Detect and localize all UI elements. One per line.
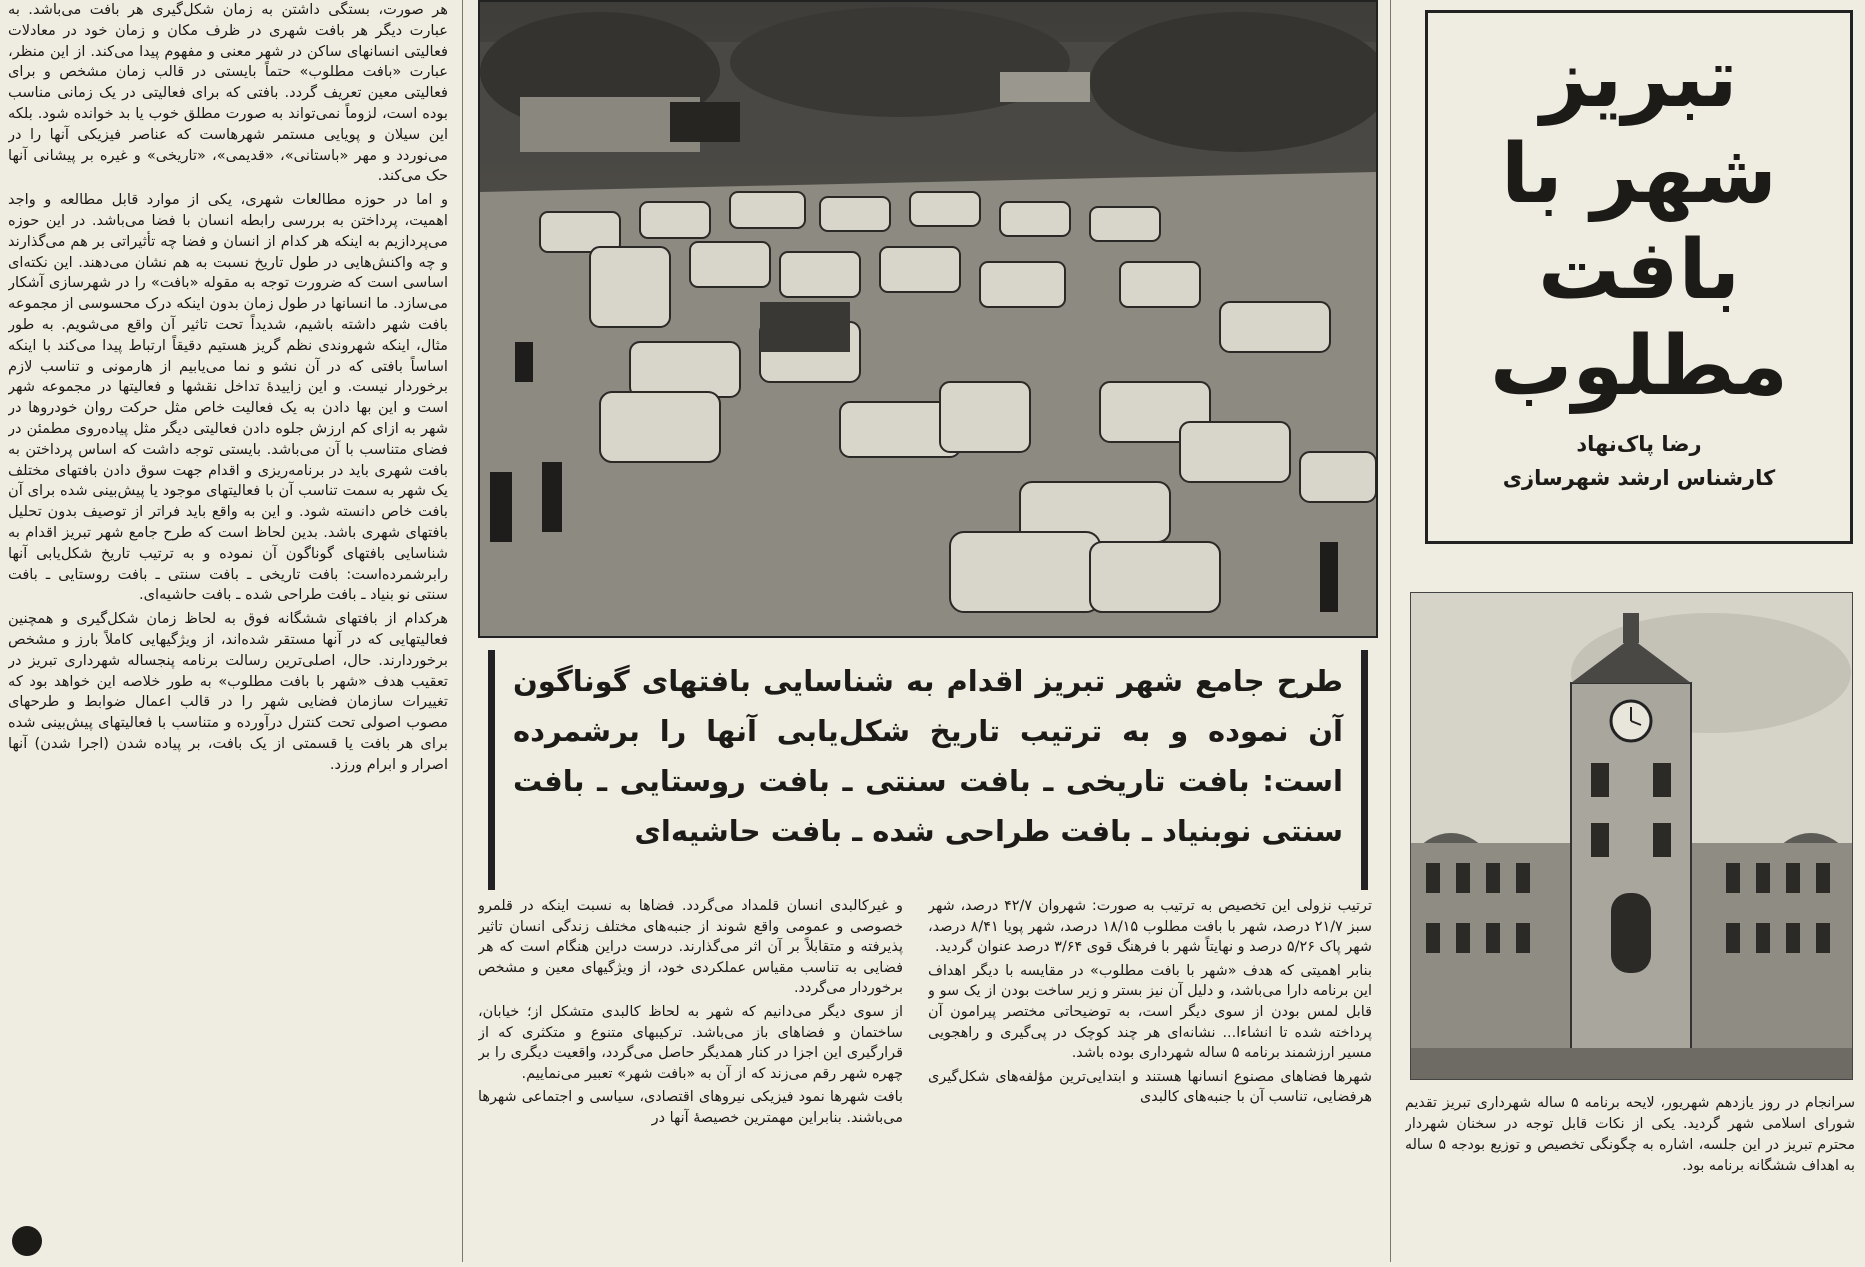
street-traffic-photo	[478, 0, 1378, 638]
middle-right-column	[928, 896, 1372, 1262]
author-name: رضا پاک‌نهاد	[1576, 432, 1702, 456]
mid-right-paragraph-1: ترتیب نزولی این تخصیص به ترتیب به صورت: شهروان ۴۲/۷ درصد، شهر سبز ۲۱/۷ درصد، شهر با بافت مطلوب ۱۸/۱۵ درصد، شهر پویا ۸/۴۱ درصد، شهر پاک ۵/۲۶ درصد و نهایتاً شهر با فرهنگ قوی ۳/۶۴ درصد عنوان گردید.	[928, 898, 1372, 956]
column-divider	[1390, 0, 1391, 1262]
mid-right-paragraph-3: شهرها فضاهای مصنوع انسانها هستند و ابتدایی‌ترین مؤلفه‌های شکل‌گیری هرفضایی، تناسب آن با جنبه‌های کالبدی	[928, 1068, 1372, 1106]
article-title-box	[1425, 10, 1853, 544]
left-paragraph-1: هر صورت، بستگی داشتن به زمان شکل‌گیری هر بافت می‌باشد. به عبارت دیگر هر بافت شهری در ظرف مکان و زمان خود در معادلات فعالیتی انسانهای ساکن در شهر معنی و مفهوم پیدا می‌کند. از این منظر، عبارت «بافت مطلوب» حتماً بایستی در قالب زمان مشخص و برای فعالیتی معین تعریف گردد. بافتی که برای فعالیتی در یک زمانی مناسب بوده است، لزوماً نمی‌تواند به صورت مطلق خوب یا بد خوانده شود. بلکه این سیلان و پویایی مستمر شهرهاست که عناصر فیزیکی آنها را در می‌نوردد و مهر «باستانی»، «قدیمی»، «تاریخی» و غیره بر پیشانی آنها حک می‌کند.	[8, 1, 448, 185]
photo-caption: سرانجام در روز یازدهم شهریور، لایحه برنامه ۵ ساله شهرداری تبریز تقدیم شورای اسلامی شهر گردید. یکی از نکات قابل توجه در سخنان شهردار محترم تبریز در این جلسه، اشاره به چگونگی تخصیص و توزیع بودجه ۵ ساله به اهداف ششگانه برنامه بود.	[1405, 1095, 1855, 1174]
left-column	[8, 0, 448, 1262]
author-role: کارشناس ارشد شهرسازی	[1502, 466, 1776, 490]
pull-quote: طرح جامع شهر تبریز اقدام به شناسایی بافتهای گوناگون آن نموده و به ترتیب تاریخ شکل‌یابی آنها را برشمرده است: بافت تاریخی ـ بافت سنتی ـ بافت روستایی ـ بافت سنتی نوبنیاد ـ بافت طراحی شده ـ بافت حاشیه‌ای	[488, 650, 1368, 890]
middle-left-column	[478, 896, 903, 1262]
end-bullet-icon	[12, 1226, 42, 1256]
municipality-building-photo	[1410, 592, 1853, 1080]
article-title-line-3: مطلوب	[1490, 319, 1788, 414]
mid-right-paragraph-2: بنابر اهمیتی که هدف «شهر با بافت مطلوب» در مقایسه با دیگر اهداف این برنامه دارا می‌باشد، و دلیل آن نیز بستر و زیر ساخت بودن از یک سو و قابل لمس بودن از سوی دیگر است، به توضیحاتی مختصر پیرامون آن پرداخته شده تا انشاءا... نشانه‌ای هر چند کوچک در پی‌گیری و راهجویی مسیر ارزشمند برنامه ۵ ساله شهرداری بوده باشد.	[928, 962, 1372, 1062]
mid-left-paragraph-1: و غیرکالبدی انسان قلمداد می‌گردد. فضاها به نسبت اینکه در قلمرو خصوصی و عمومی واقع شوند از جنبه‌های مختلف زندگی انسان تاثیر پذیرفته و متقابلاً بر آن اثر می‌گذارند. درست دراین هنگام است که هر فضایی به تناسب مقیاس عملکردی خود، از ویژگیهای معین و مشخص برخوردار می‌گردد.	[478, 898, 903, 997]
column-divider	[462, 0, 463, 1262]
left-paragraph-2: و اما در حوزه مطالعات شهری، یکی از موارد قابل مطالعه و واجد اهمیت، پرداختن به بررسی رابطه انسان با فضا می‌باشد. در این حوزه می‌پردازیم به اینکه هر کدام از انسان و فضا چه تأثیراتی بر هم می‌گذارند و چه واکنش‌هایی در طول تاریخ نسبت به هم نشان می‌دهند. این نکته‌ای اساسی است که ضرورت توجه به مقوله «بافت» را در شهرسازی آشکار می‌سازد. ما انسانها در طول زمان بدون اینکه درک محسوسی از مجموعه بافت شهر داشته باشیم، شدیداً تحت تاثیر آن واقع می‌شویم. به طور مثال، اینکه شهروندی نظم گریز هستیم دقیقاً ارتباط پیدا می‌کند با اینکه اساساً بافتی که در آن نشو و نما می‌یابیم از هارمونی و تناسب لازم برخوردار نیست. و این زاییدهٔ تداخل نقشها و فعالیتها در مجموعه شهر است و این بها دادن به یک فعالیت خاص مثل حرکت روان خودروها در شهر به ازای کم ارزش جلوه دادن فعالیتی دیگر مثل پیاده‌روی مطمئن در فضای متناسب با آن می‌باشد. بایستی توجه داشت که اساس پرداختن به بافت شهری باید در برنامه‌ریزی و اقدام جهت سوق دادن بافتهای مختلف یک شهر به سمت تناسب آن با فعالیتهای موجود یا پیش‌بینی شده برای آن بافت خاص دانسته شود. و این به واقع باید فراتر از توصیف بدون تحلیل بافتهای شهری باشد. بدین لحاظ است که طرح جامع شهر تبریز اقدام به شناسایی بافتهای گوناگون آن نموده و به ترتیب تاریخ شکل‌یابی آنها رابرشمرده‌است: بافت تاریخی ـ بافت سنتی ـ بافت روستایی ـ بافت سنتی نو بنیاد ـ بافت طراحی شده ـ بافت حاشیه‌ای.	[8, 191, 448, 604]
article-title-line-1: تبریز	[1540, 31, 1738, 126]
mid-left-paragraph-3: بافت شهرها نمود فیزیکی نیروهای اقتصادی، سیاسی و اجتماعی شهرها می‌باشند. بنابراین مهمترین خصیصهٔ آنها در	[478, 1089, 903, 1126]
mid-left-paragraph-2: از سوی دیگر می‌دانیم که شهر به لحاظ کالبدی متشکل از؛ خیابان، ساختمان و فضاهای باز می‌باشد. ترکیبهای متنوع و متکثری که از قرارگیری این اجزا در کنار همدیگر حاصل می‌گردد، واقعیت دیگری را بر چهره شهر رقم می‌زند که از آن به «بافت شهر» تعبیر می‌نماییم.	[478, 1003, 903, 1082]
article-title-line-2: شهر با بافت	[1501, 127, 1777, 318]
left-paragraph-3: هرکدام از بافتهای ششگانه فوق به لحاظ زمان شکل‌گیری و همچنین فعالیتهایی که در آنها مستقر شده‌اند، از ویژگیهایی کاملاً بارز و مشخص برخوردارند. حال، اصلی‌ترین رسالت برنامه پنجساله شهرداری تبریز در تعقیب هدف «شهر با بافت مطلوب» به طور خلاصه این خواهد بود که تغییرات سازمان فضایی شهر را در قالب اعمال ضوابط و طرحهای مصوب اصولی تحت کنترل درآورده و متناسب با فعالیتهای پیش‌بینی شده برای هر بافت یا قسمتی از یک بافت، بر پیاده شدن (اجرا شدن) آنها اصرار و ابرام ورزد.	[8, 610, 448, 773]
